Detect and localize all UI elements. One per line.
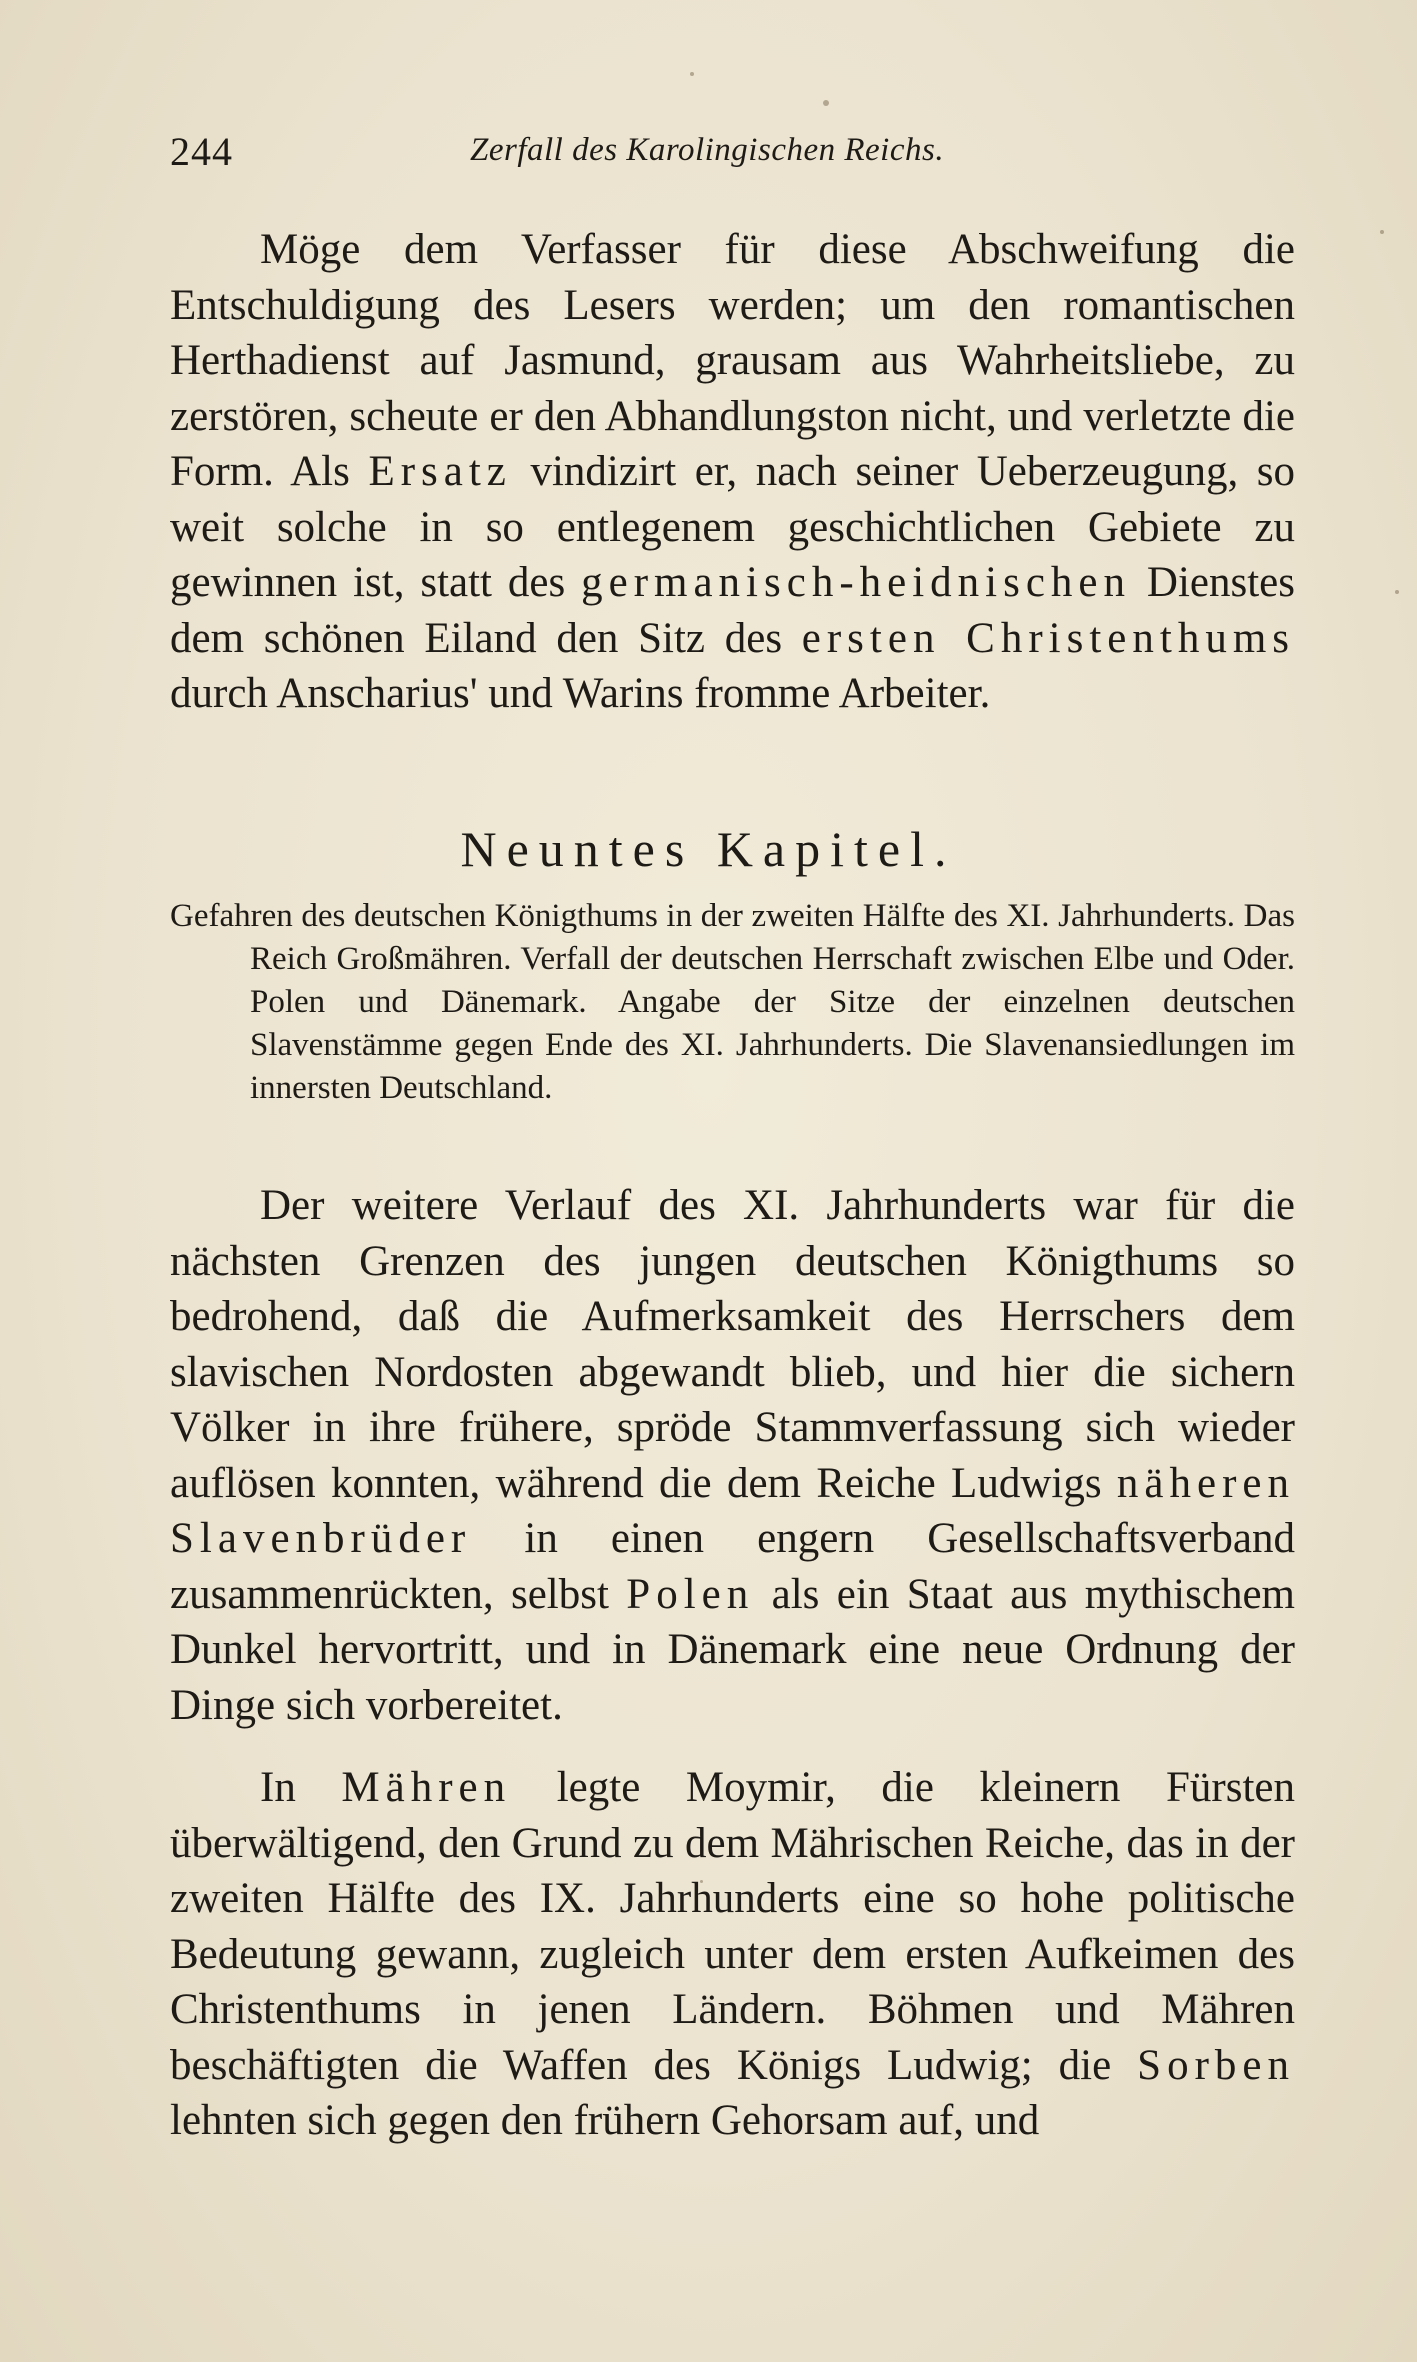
paragraph-text: lehnten sich gegen den frühern Gehorsam auf, und: [170, 2097, 1040, 2144]
paper-speck: [1380, 230, 1384, 234]
paper-speck: [690, 72, 694, 76]
emphasized-word: Polen: [626, 1570, 755, 1618]
chapter-title: Neuntes Kapitel.: [460, 821, 957, 877]
emphasized-word: germanisch-heidnischen: [581, 559, 1132, 606]
paragraph-text: in einen engern Gesellschaftsverband zusammenrückten, selbst: [170, 1515, 1295, 1618]
paragraph-text: legte Moymir, die kleinern Fürsten überwältigend, den Grund zu dem Mährischen Reiche, das in der zweiten Hälfte des IX. Jahrhunderts eine so hohe politische Bedeutung gewann, zugleich unter dem ersten Aufkeimen des Christenthums in jenen Ländern. Böhmen und Mähren beschäftigten die Waffen des Königs Ludwig; die: [170, 1764, 1295, 2089]
emphasized-word: ersten Christenthums: [801, 614, 1296, 662]
emphasized-word: Mähren: [341, 1764, 512, 1811]
paper-speck: [1395, 590, 1399, 594]
paper-speck: [823, 100, 829, 106]
emphasized-word: Ersatz: [368, 448, 512, 495]
paragraph-digression-apology: [170, 222, 1295, 722]
paragraph-text: Der weitere Verlauf des XI. Jahrhunderts war für die nächsten Grenzen des jungen deutschen Königthums so bedrohend, daß die Aufmerksamkeit des Herrschers dem slavischen Nordosten abgewandt blieb, und hier die sichern Völker in ihre frühere, spröde Stammverfassung sich wieder auflösen konnten, während die dem Reiche Ludwigs: [170, 1182, 1295, 1507]
paragraph-text: In: [260, 1764, 342, 1811]
paragraph-eleventh-century: [170, 1178, 1295, 1733]
page-header: [170, 128, 1320, 198]
paragraph-moravia: [170, 1760, 1295, 2149]
paragraph-text: durch Anscharius' und Warins fromme Arbeiter.: [170, 670, 991, 717]
paragraph-text: vindizirt er, nach seiner Ueberzeugung, so weit solche in so entlegenem geschichtlichen Gebiete zu gewinnen ist, statt des: [170, 448, 1296, 606]
page-number: 244: [170, 129, 233, 174]
paragraph-text: Möge dem Verfasser für diese Abschweifung die Entschuldigung des Lesers werden; um den romantischen Herthadienst auf Jasmund, grausam aus Wahrheitsliebe, zu zerstören, scheute er den Abhandlungston nicht, und verletzte die Form. Als: [170, 226, 1295, 495]
emphasized-word: Sorben: [1137, 2041, 1295, 2089]
emphasized-word: näheren Slavenbrüder: [170, 1459, 1295, 1562]
paragraph-text: als ein Staat aus mythischem Dunkel hervortritt, und in Dänemark eine neue Ordnung der Dinge sich vorbereitet.: [170, 1570, 1295, 1729]
paragraph-text: Dienstes dem schönen Eiland den Sitz des: [170, 559, 1295, 662]
chapter-summary: Gefahren des deutschen Königthums in der zweiten Hälfte des XI. Jahrhunderts. Das Reich Großmähren. Verfall der deutschen Herrschaft zwischen Elbe und Oder. Polen und Dänemark. Angabe der Sitze der einzelnen deutschen Slavenstämme gegen Ende des XI. Jahrhunderts. Die Slavenansiedlungen im innersten Deutschland.: [170, 898, 1295, 1106]
running-head: Zerfall des Karolingischen Reichs.: [470, 132, 945, 168]
